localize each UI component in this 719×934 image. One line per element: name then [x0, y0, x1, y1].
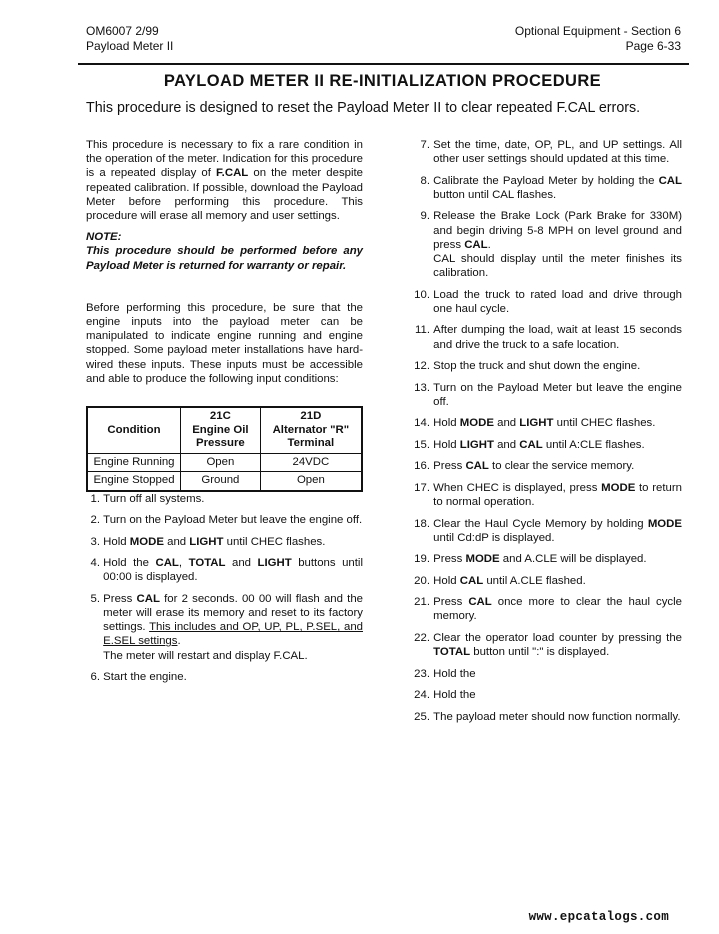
step-number: 2.	[90, 514, 100, 527]
step-key-1: MODE	[465, 553, 500, 566]
step-key-2: LIGHT	[519, 417, 554, 430]
step-text	[433, 481, 682, 509]
steps-list-left	[86, 492, 363, 685]
step-number: 5.	[90, 592, 100, 605]
list-item	[409, 552, 682, 566]
step-text	[433, 416, 682, 430]
step-text-a: After dumping the load, wait at least 15 seconds and drive the truck to a safe location.	[433, 324, 682, 351]
page-header-left	[86, 24, 173, 54]
step-text-c: button until ":" is displayed.	[470, 646, 610, 659]
step-text-c: until Cd:dP is displayed.	[433, 531, 555, 544]
step-text	[433, 667, 682, 681]
table-row	[87, 472, 362, 491]
list-item	[409, 574, 682, 588]
step-text	[103, 535, 363, 549]
step-text-d: CAL should display until the meter finishes its calibration.	[433, 253, 682, 280]
list-item	[86, 513, 363, 527]
step-text-a: Clear the Haul Cycle Memory by holding	[433, 517, 648, 530]
step-text	[103, 556, 363, 584]
step-text	[433, 710, 682, 724]
list-item	[409, 138, 682, 166]
step-text	[103, 492, 363, 506]
step-key-2: CAL	[519, 438, 543, 451]
note-label: NOTE:	[86, 231, 122, 244]
step-text-c: once more to clear the haul cycle memory.	[433, 596, 682, 623]
list-item	[409, 381, 682, 409]
intro-text-b: on the meter despite repeated calibration. If possible, download the Payload Meter before performing this procedure. This procedure will erase all memory and user settings.	[86, 167, 364, 223]
step-text-d: and	[225, 557, 258, 570]
list-item	[409, 595, 682, 623]
step-number: 23.	[414, 667, 430, 680]
list-item	[86, 592, 363, 663]
list-item	[409, 209, 682, 280]
header-condition: Condition	[87, 407, 181, 453]
step-number: 21.	[414, 596, 430, 609]
step-text-a: Stop the truck and shut down the engine.	[433, 360, 641, 373]
footer-url: www.epcatalogs.com	[528, 910, 669, 924]
header-21d-line3: Terminal	[287, 437, 335, 450]
cell-21c: Open	[181, 453, 261, 472]
step-text-a: Calibrate the Payload Meter by holding the	[433, 174, 659, 187]
step-text-a: Hold	[433, 417, 460, 430]
list-item	[409, 459, 682, 473]
doc-id: OM6007 2/99	[86, 24, 159, 38]
page-subtitle: This procedure is designed to reset the Payload Meter II to clear repeated F.CAL errors.	[86, 100, 641, 116]
header-rule	[78, 63, 689, 65]
table-row	[87, 453, 362, 472]
header-21c-line1: 21C	[209, 410, 231, 423]
step-text	[433, 438, 682, 452]
list-item	[86, 492, 363, 506]
step-text-a: Hold	[433, 574, 460, 587]
step-text-a: Set the time, date, OP, PL, and UP settings. All other user settings should updated at this time.	[433, 139, 682, 166]
step-text	[433, 574, 682, 588]
list-item	[409, 631, 682, 659]
step-number: 14.	[414, 417, 430, 430]
step-text	[103, 670, 363, 684]
step-text-c: .	[487, 238, 491, 251]
step-text-c: and	[163, 535, 190, 548]
cell-21d: Open	[260, 472, 362, 491]
step-text	[433, 174, 682, 202]
step-key-1: CAL	[155, 557, 179, 570]
step-text-c: and	[493, 438, 520, 451]
step-text	[433, 459, 682, 473]
step-text	[433, 595, 682, 623]
list-item	[86, 670, 363, 684]
step-text-a: Turn on the Payload Meter but leave the engine off.	[103, 514, 363, 527]
steps-list-right	[409, 138, 682, 724]
list-item	[86, 556, 363, 584]
step-text-d: until A:CLE flashes.	[542, 438, 645, 451]
left-column	[86, 138, 363, 692]
step-number: 22.	[414, 631, 430, 644]
step-key-1: MODE	[647, 517, 682, 530]
step-text-a: Clear the operator load counter by pressing the	[433, 631, 682, 644]
step-text	[103, 513, 363, 527]
step-number: 18.	[414, 517, 430, 530]
right-column	[409, 138, 682, 731]
step-text-d: until CHEC flashes.	[553, 417, 656, 430]
step-text-c: to return to normal operation.	[433, 481, 682, 509]
step-text-a: Hold	[103, 535, 130, 548]
list-item	[409, 323, 682, 351]
step-text-a: Start the engine.	[103, 671, 187, 684]
step-text	[433, 631, 682, 659]
list-item	[409, 517, 682, 545]
table-header-row	[87, 407, 362, 453]
list-item	[409, 359, 682, 373]
step-text-a: Press	[433, 553, 466, 566]
step-number: 11.	[415, 324, 430, 337]
step-text	[433, 288, 682, 316]
step-number: 12.	[414, 360, 430, 373]
cell-condition: Engine Stopped	[87, 472, 181, 491]
step-text-c: and A.CLE will be displayed.	[499, 553, 647, 566]
step-key-1: CAL	[459, 574, 484, 587]
step-key-2: TOTAL	[188, 557, 226, 570]
list-item	[409, 667, 682, 681]
step-text-e: buttons until 00:00 is displayed.	[103, 557, 363, 584]
step-key-3: LIGHT	[257, 557, 292, 570]
step-number: 19.	[414, 553, 430, 566]
step-text-a: Hold	[433, 438, 460, 451]
step-number: 15.	[414, 438, 430, 451]
step-number: 10.	[414, 288, 430, 301]
step-number: 7.	[420, 139, 430, 151]
cell-condition: Engine Running	[87, 453, 181, 472]
step-text-c: button until CAL flashes.	[433, 188, 557, 201]
page-title: PAYLOAD METER II RE-INITIALIZATION PROCEDURE	[163, 72, 602, 90]
step-number: 9.	[420, 210, 430, 223]
step-key-1: LIGHT	[459, 438, 494, 451]
step-text-c: until A.CLE flashed.	[483, 574, 586, 587]
step-text-a: Press	[103, 592, 137, 605]
cell-21c: Ground	[181, 472, 261, 491]
step-number: 6.	[90, 671, 100, 684]
step-key-1: CAL	[464, 238, 488, 251]
step-text-a: Hold the	[103, 557, 156, 570]
step-text-c: for 2 seconds. 00 00 will flash and the meter will erase its memory and reset to its factory settings.	[103, 592, 364, 634]
header-21d-line2: Alternator "R"	[272, 423, 350, 436]
page-number: Page 6-33	[625, 39, 681, 53]
step-key-1: CAL	[658, 174, 682, 187]
list-item	[409, 688, 682, 702]
step-key-1: MODE	[459, 417, 494, 430]
inputs-paragraph: Before performing this procedure, be sure that the engine inputs into the payload meter can be manipulated to indicate engine running and engine stopped. Some payload meter installations have hard-wired these inputs. These inputs must be accessible and able to produce the following input conditions:	[86, 301, 363, 385]
header-21c	[181, 407, 261, 453]
step-key-1: CAL	[468, 596, 492, 609]
intro-text-bold: F.CAL	[215, 167, 249, 180]
header-21c-line3: Pressure	[195, 437, 245, 450]
intro-paragraph	[86, 138, 363, 223]
list-item	[409, 416, 682, 430]
step-text-d: .	[177, 635, 181, 648]
step-key-1: CAL	[465, 460, 489, 473]
list-item	[409, 288, 682, 316]
step-text-a: Release the Brake Lock (Park Brake for 330M) and begin driving 5-8 MPH on level ground and press	[433, 210, 682, 251]
step-text-c: to clear the service memory.	[488, 460, 635, 473]
step-text	[433, 552, 682, 566]
step-text	[103, 592, 363, 663]
step-text	[433, 209, 682, 280]
step-number: 24.	[414, 689, 430, 702]
step-text-e: The meter will restart and display F.CAL.	[103, 649, 308, 662]
step-text-a: Load the truck to rated load and drive through one haul cycle.	[433, 288, 682, 315]
step-number: 20.	[414, 574, 430, 587]
step-text	[433, 359, 682, 373]
step-key-1: CAL	[136, 592, 160, 605]
page-header-right	[515, 24, 681, 54]
step-text-c: ,	[178, 557, 189, 570]
step-text	[433, 323, 682, 351]
header-21c-line2: Engine Oil	[192, 423, 249, 436]
list-item	[409, 481, 682, 509]
step-text	[433, 381, 682, 409]
step-text-a: Turn off all systems.	[103, 492, 205, 505]
step-number: 8.	[420, 174, 430, 187]
step-number: 16.	[414, 460, 430, 473]
intro-text-a: This procedure is necessary to fix a rare condition in the operation of the meter. Indication for this procedure is a repeated display of	[86, 139, 363, 180]
doc-name: Payload Meter II	[86, 39, 174, 53]
step-text	[433, 688, 682, 702]
input-conditions-table	[86, 406, 363, 492]
step-key-2: LIGHT	[189, 535, 224, 548]
step-key-1: MODE	[129, 535, 164, 548]
step-text	[433, 138, 682, 166]
step-text-a: Press	[433, 596, 469, 609]
section-label: Optional Equipment - Section 6	[514, 24, 681, 38]
step-number: 25.	[414, 710, 430, 723]
step-key-1: MODE	[601, 481, 636, 494]
step-number: 4.	[90, 557, 100, 570]
step-text-c: and	[493, 417, 520, 430]
step-number: 1.	[90, 492, 100, 505]
list-item	[409, 174, 682, 202]
step-text-a: Turn on the Payload Meter but leave the engine off.	[433, 381, 682, 408]
step-text-a: Press	[433, 460, 466, 473]
header-21d	[260, 407, 362, 453]
step-text-underlined: This includes and OP, UP, PL, P.SEL, and E.SEL settings	[103, 621, 363, 648]
step-text-a: The payload meter should now function normally.	[433, 710, 681, 723]
note-text: This procedure should be performed before any Payload Meter is returned for warranty or repair.	[86, 245, 363, 272]
step-number: 3.	[90, 535, 100, 548]
step-key-1: TOTAL	[433, 646, 471, 659]
step-text-a: When CHEC is displayed, press	[433, 481, 602, 494]
list-item	[409, 438, 682, 452]
step-text-a: Hold the	[433, 667, 476, 680]
step-text	[433, 517, 682, 545]
step-text-d: until CHEC flashes.	[223, 535, 326, 548]
step-text-a: Hold the	[433, 689, 476, 702]
step-number: 17.	[414, 481, 430, 494]
step-number: 13.	[414, 381, 430, 394]
list-item	[409, 710, 682, 724]
list-item	[86, 535, 363, 549]
cell-21d: 24VDC	[260, 453, 362, 472]
header-21d-line1: 21D	[300, 410, 322, 423]
